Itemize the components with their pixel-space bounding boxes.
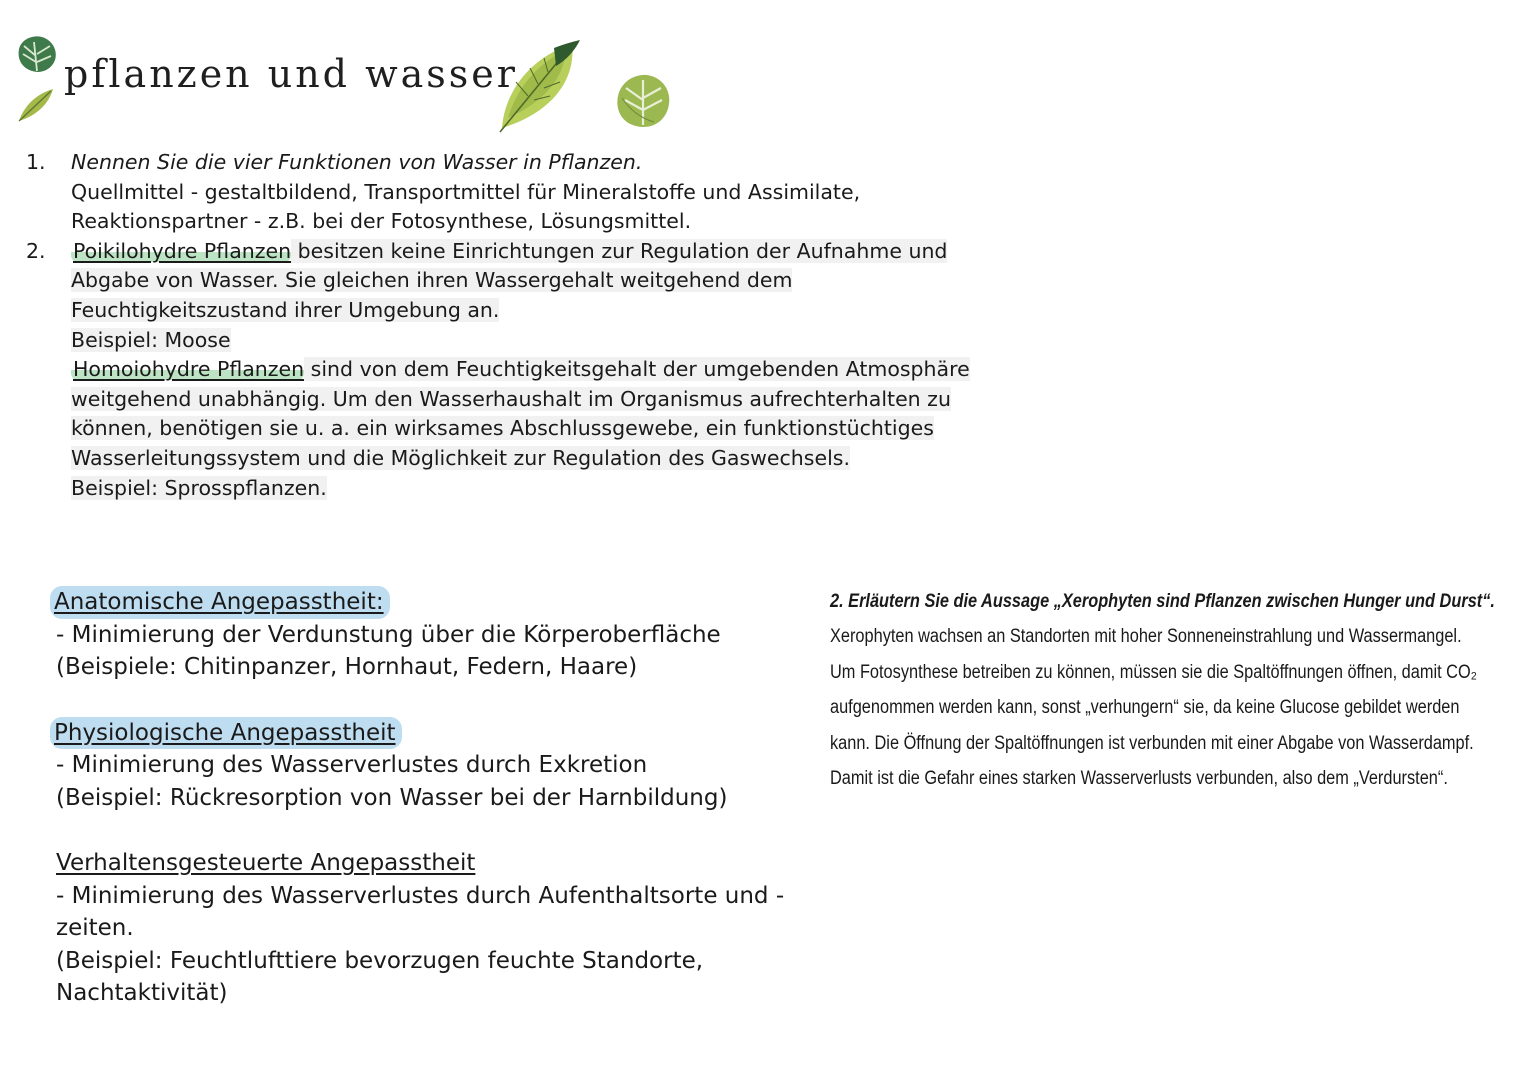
question-text: Nennen Sie die vier Funktionen von Wasser in Pflanzen.	[71, 150, 643, 174]
adaptation-physiological	[56, 717, 856, 815]
adaptation-example: (Beispiel: Feuchtlufttiere bevorzugen feuchte Standorte, Nachtaktivität)	[56, 947, 704, 1006]
adaptation-example: (Beispiele: Chitinpanzer, Hornhaut, Federn, Haare)	[56, 654, 638, 680]
answer-line: Quellmittel - gestaltbildend, Transportmittel für Mineralstoffe und Assimilate,	[71, 179, 861, 204]
adaptation-behavioral	[56, 847, 856, 1010]
answer-line: Feuchtigkeitszustand ihrer Umgebung an.	[71, 297, 500, 322]
question-1	[26, 148, 946, 237]
answer-line: sind von dem Feuchtigkeitsgehalt der umgebenden Atmosphäre	[304, 357, 970, 382]
answer-line: Wasserleitungssystem und die Möglichkeit zur Regulation des Gaswechsels.	[71, 445, 850, 470]
adaptation-anatomical	[56, 586, 856, 684]
xerophyten-line: kann. Die Öffnung der Spaltöffnungen ist verbunden mit einer Abgabe von Wasserdampf.	[830, 732, 1474, 754]
adaptation-line: - Minimierung der Verdunstung über die Körperoberfläche	[56, 621, 721, 648]
xerophyten-section	[830, 584, 1495, 796]
banana-leaf-icon	[16, 86, 56, 124]
example-line: Beispiel: Sprosspflanzen.	[71, 475, 327, 500]
answer-line: Abgabe von Wasser. Sie gleichen ihren Wassergehalt weitgehend dem	[71, 268, 793, 293]
round-monstera-leaf-icon	[612, 70, 674, 130]
xerophyten-question: 2. Erläutern Sie die Aussage „Xerophyten sind Pflanzen zwischen Hunger und Durst“.	[830, 591, 1495, 612]
homoiohydre-term: Homoiohydre Pflanzen	[73, 357, 305, 382]
monstera-leaf-icon	[14, 34, 60, 74]
answer-line: können, benötigen sie u. a. ein wirksames Abschlussgewebe, ein funktionstüchtiges	[71, 416, 934, 441]
adaptation-heading: Verhaltensgesteuerte Angepasstheit	[56, 850, 476, 876]
question-number: 1.	[26, 150, 46, 174]
answer-line: besitzen keine Einrichtungen zur Regulation der Aufnahme und	[291, 238, 948, 263]
answer-line: weitgehend unabhängig. Um den Wasserhaushalt im Organismus aufrechterhalten zu	[71, 386, 951, 411]
xerophyten-line: Damit ist die Gefahr eines starken Wasserverlusts verbunden, also dem „Verdursten“.	[830, 768, 1448, 790]
question-number: 2.	[26, 238, 46, 263]
poikilohydre-term: Poikilohydre Pflanzen	[73, 238, 292, 263]
adaptation-heading: Physiologische Angepasstheit	[50, 717, 402, 750]
xerophyten-line: Um Fotosynthese betreiben zu können, müssen sie die Spaltöffnungen öffnen, damit CO₂	[830, 661, 1478, 683]
adaptation-heading: Anatomische Angepasstheit:	[50, 586, 390, 619]
adaptations-section	[56, 586, 856, 1043]
adaptation-example: (Beispiel: Rückresorption von Wasser bei der Harnbildung)	[56, 784, 728, 811]
xerophyten-line: Xerophyten wachsen an Standorten mit hoher Sonneneinstrahlung und Wassermangel.	[830, 626, 1462, 648]
page-title: pflanzen und wasser	[64, 52, 518, 96]
example-line: Beispiel: Moose	[71, 327, 231, 352]
adaptation-line: - Minimierung des Wasserverlustes durch Aufenthaltsorte und -zeiten.	[56, 882, 785, 941]
question-list	[26, 148, 970, 503]
adaptation-line: - Minimierung des Wasserverlustes durch Exkretion	[56, 752, 648, 778]
answer-line: Reaktionspartner - z.B. bei der Fotosynthese, Lösungsmittel.	[71, 209, 692, 234]
xerophyten-line: aufgenommen werden kann, sonst „verhungern“ sie, da keine Glucose gebildet werden	[830, 697, 1460, 719]
question-2	[26, 237, 970, 503]
